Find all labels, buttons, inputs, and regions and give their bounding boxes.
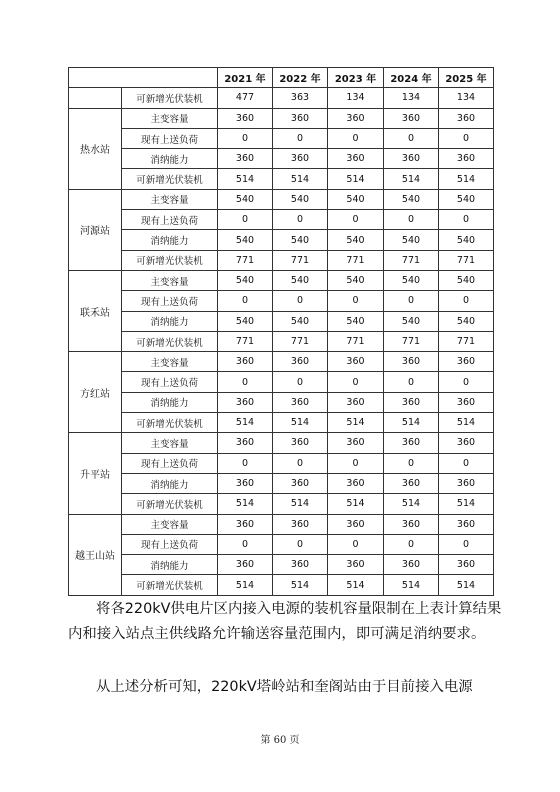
cell-value: 0 (273, 291, 328, 311)
table-row (69, 555, 494, 575)
cell-value: 360 (439, 392, 494, 412)
table-row (69, 128, 494, 148)
cell-value: 540 (218, 311, 273, 331)
cell-value: 360 (328, 433, 384, 453)
cell-value: 360 (384, 108, 439, 128)
cell-value: 0 (328, 453, 384, 473)
cell-value: 360 (218, 473, 273, 493)
cell-value: 771 (439, 331, 494, 351)
cell-value: 0 (439, 372, 494, 392)
cell-value: 360 (273, 555, 328, 575)
table-row (69, 433, 494, 453)
cell-value: 360 (273, 149, 328, 169)
cell-value: 540 (328, 270, 384, 290)
capacity-table (68, 67, 494, 596)
cell-value: 540 (273, 311, 328, 331)
table-row (69, 250, 494, 270)
cell-value: 363 (273, 88, 328, 108)
table-row (69, 291, 494, 311)
table-row (69, 311, 494, 331)
table-body (69, 88, 494, 595)
cell-value: 514 (218, 169, 273, 189)
cell-value: 514 (273, 494, 328, 514)
table-row (69, 352, 494, 372)
cell-value: 360 (384, 473, 439, 493)
row-label: 现有上送负荷 (122, 372, 218, 392)
cell-value: 360 (273, 108, 328, 128)
station-name: 河源站 (69, 189, 122, 270)
row-label: 消纳能力 (122, 392, 218, 412)
table-row (69, 331, 494, 351)
row-label: 可新增光伏装机 (122, 250, 218, 270)
cell-value: 360 (218, 555, 273, 575)
station-name: 越王山站 (69, 514, 122, 595)
cell-value: 360 (384, 352, 439, 372)
cell-value: 360 (328, 473, 384, 493)
row-label: 现有上送负荷 (122, 453, 218, 473)
row-label: 可新增光伏装机 (122, 88, 218, 108)
cell-value: 360 (273, 514, 328, 534)
table-row (69, 453, 494, 473)
cell-value: 771 (384, 331, 439, 351)
cell-value: 360 (439, 473, 494, 493)
cell-value: 360 (439, 149, 494, 169)
row-label: 现有上送负荷 (122, 534, 218, 554)
table-row (69, 270, 494, 290)
year-header: 2021 年 (218, 68, 273, 88)
cell-value: 0 (273, 534, 328, 554)
cell-value: 0 (384, 372, 439, 392)
cell-value: 540 (384, 270, 439, 290)
cell-value: 0 (273, 128, 328, 148)
cell-value: 540 (439, 270, 494, 290)
cell-value: 514 (328, 169, 384, 189)
row-label: 消纳能力 (122, 473, 218, 493)
cell-value: 540 (439, 189, 494, 209)
row-label: 主变容量 (122, 270, 218, 290)
cell-value: 360 (218, 108, 273, 128)
row-label: 主变容量 (122, 352, 218, 372)
cell-value: 771 (384, 250, 439, 270)
cell-value: 540 (273, 270, 328, 290)
cell-value: 360 (439, 108, 494, 128)
row-label: 可新增光伏装机 (122, 169, 218, 189)
cell-value: 0 (218, 291, 273, 311)
cell-value: 771 (328, 250, 384, 270)
cell-value: 540 (439, 311, 494, 331)
cell-value: 360 (218, 352, 273, 372)
row-label: 主变容量 (122, 433, 218, 453)
cell-value: 360 (218, 514, 273, 534)
cell-value: 360 (384, 433, 439, 453)
cell-value: 360 (218, 392, 273, 412)
cell-value: 0 (439, 453, 494, 473)
cell-value: 360 (273, 473, 328, 493)
row-label: 现有上送负荷 (122, 210, 218, 230)
row-label: 消纳能力 (122, 555, 218, 575)
cell-value: 514 (218, 494, 273, 514)
cell-value: 0 (384, 453, 439, 473)
table-row (69, 149, 494, 169)
cell-value: 360 (439, 352, 494, 372)
cell-value: 771 (273, 331, 328, 351)
cell-value: 540 (273, 189, 328, 209)
cell-value: 0 (218, 128, 273, 148)
cell-value: 360 (384, 514, 439, 534)
table-row (69, 514, 494, 534)
cell-value: 771 (218, 331, 273, 351)
cell-value: 514 (439, 575, 494, 595)
row-label: 主变容量 (122, 108, 218, 128)
cell-value: 540 (218, 189, 273, 209)
cell-value: 360 (273, 433, 328, 453)
row-label: 现有上送负荷 (122, 128, 218, 148)
cell-value: 360 (328, 514, 384, 534)
cell-value: 360 (218, 149, 273, 169)
cell-value: 0 (218, 453, 273, 473)
body-paragraph: 从上述分析可知，220kV塔岭站和奎阁站由于目前接入电源 (96, 679, 473, 695)
row-label: 消纳能力 (122, 149, 218, 169)
cell-value: 360 (328, 352, 384, 372)
cell-value: 540 (384, 311, 439, 331)
cell-value: 477 (218, 88, 273, 108)
cell-value: 0 (218, 210, 273, 230)
row-label: 消纳能力 (122, 311, 218, 331)
cell-value: 0 (328, 534, 384, 554)
cell-value: 0 (439, 291, 494, 311)
station-name: 升平站 (69, 433, 122, 514)
year-header: 2022 年 (273, 68, 328, 88)
table-row (69, 210, 494, 230)
cell-value: 771 (439, 250, 494, 270)
cell-value: 0 (439, 534, 494, 554)
cell-value: 514 (384, 413, 439, 433)
cell-value: 514 (439, 413, 494, 433)
cell-value: 514 (384, 169, 439, 189)
year-header: 2025 年 (439, 68, 494, 88)
cell-value: 360 (328, 149, 384, 169)
cell-value: 360 (439, 514, 494, 534)
cell-value: 0 (384, 291, 439, 311)
cell-value: 0 (439, 210, 494, 230)
cell-value: 0 (218, 372, 273, 392)
year-header: 2023 年 (328, 68, 384, 88)
table-row (69, 392, 494, 412)
cell-value: 0 (328, 210, 384, 230)
table-row (69, 413, 494, 433)
row-label: 可新增光伏装机 (122, 575, 218, 595)
cell-value: 540 (328, 230, 384, 250)
cell-value: 540 (328, 189, 384, 209)
cell-value: 360 (328, 392, 384, 412)
table-row (69, 189, 494, 209)
cell-value: 0 (328, 291, 384, 311)
cell-value: 360 (439, 555, 494, 575)
cell-value: 0 (384, 210, 439, 230)
table-row (69, 88, 494, 108)
year-header: 2024 年 (384, 68, 439, 88)
cell-value: 514 (439, 169, 494, 189)
cell-value: 0 (384, 128, 439, 148)
cell-value: 514 (218, 575, 273, 595)
station-name: 热水站 (69, 108, 122, 189)
cell-value: 514 (328, 413, 384, 433)
row-label: 可新增光伏装机 (122, 331, 218, 351)
cell-value: 360 (273, 392, 328, 412)
cell-value: 771 (273, 250, 328, 270)
row-label: 主变容量 (122, 514, 218, 534)
header-blank-cell (69, 68, 218, 88)
cell-value: 540 (384, 230, 439, 250)
table-header-row (69, 68, 494, 88)
cell-value: 514 (439, 494, 494, 514)
cell-value: 514 (384, 494, 439, 514)
cell-value: 0 (218, 534, 273, 554)
cell-value: 540 (384, 189, 439, 209)
cell-value: 514 (273, 413, 328, 433)
cell-value: 134 (439, 88, 494, 108)
body-paragraph: 将各220kV供电片区内接入电源的装机容量限制在上表计算结果内和接入站点主供线路允许输送容量范围内，即可满足消纳要求。 (68, 601, 502, 642)
cell-value: 360 (218, 433, 273, 453)
cell-value: 0 (384, 534, 439, 554)
cell-value: 540 (328, 311, 384, 331)
cell-value: 514 (384, 575, 439, 595)
cell-value: 514 (328, 575, 384, 595)
station-blank-cell (69, 88, 122, 108)
table-row (69, 534, 494, 554)
table-row (69, 108, 494, 128)
station-name: 联禾站 (69, 270, 122, 351)
cell-value: 134 (384, 88, 439, 108)
cell-value: 134 (328, 88, 384, 108)
table-row (69, 169, 494, 189)
cell-value: 514 (328, 494, 384, 514)
cell-value: 540 (273, 230, 328, 250)
cell-value: 360 (384, 149, 439, 169)
table-row (69, 230, 494, 250)
table-row (69, 575, 494, 595)
page-number: 第 60 页 (260, 735, 300, 746)
cell-value: 540 (218, 270, 273, 290)
cell-value: 514 (273, 575, 328, 595)
cell-value: 540 (218, 230, 273, 250)
cell-value: 771 (328, 331, 384, 351)
cell-value: 540 (439, 230, 494, 250)
cell-value: 514 (218, 413, 273, 433)
cell-value: 0 (273, 372, 328, 392)
cell-value: 360 (328, 108, 384, 128)
cell-value: 771 (218, 250, 273, 270)
cell-value: 360 (384, 392, 439, 412)
row-label: 消纳能力 (122, 230, 218, 250)
row-label: 现有上送负荷 (122, 291, 218, 311)
cell-value: 0 (273, 210, 328, 230)
row-label: 可新增光伏装机 (122, 413, 218, 433)
station-name: 方红站 (69, 352, 122, 433)
cell-value: 360 (439, 433, 494, 453)
table-row (69, 473, 494, 493)
cell-value: 360 (273, 352, 328, 372)
cell-value: 0 (328, 128, 384, 148)
cell-value: 360 (384, 555, 439, 575)
row-label: 主变容量 (122, 189, 218, 209)
table-row (69, 372, 494, 392)
cell-value: 0 (328, 372, 384, 392)
table-row (69, 494, 494, 514)
cell-value: 514 (273, 169, 328, 189)
row-label: 可新增光伏装机 (122, 494, 218, 514)
cell-value: 0 (439, 128, 494, 148)
cell-value: 0 (273, 453, 328, 473)
cell-value: 360 (328, 555, 384, 575)
